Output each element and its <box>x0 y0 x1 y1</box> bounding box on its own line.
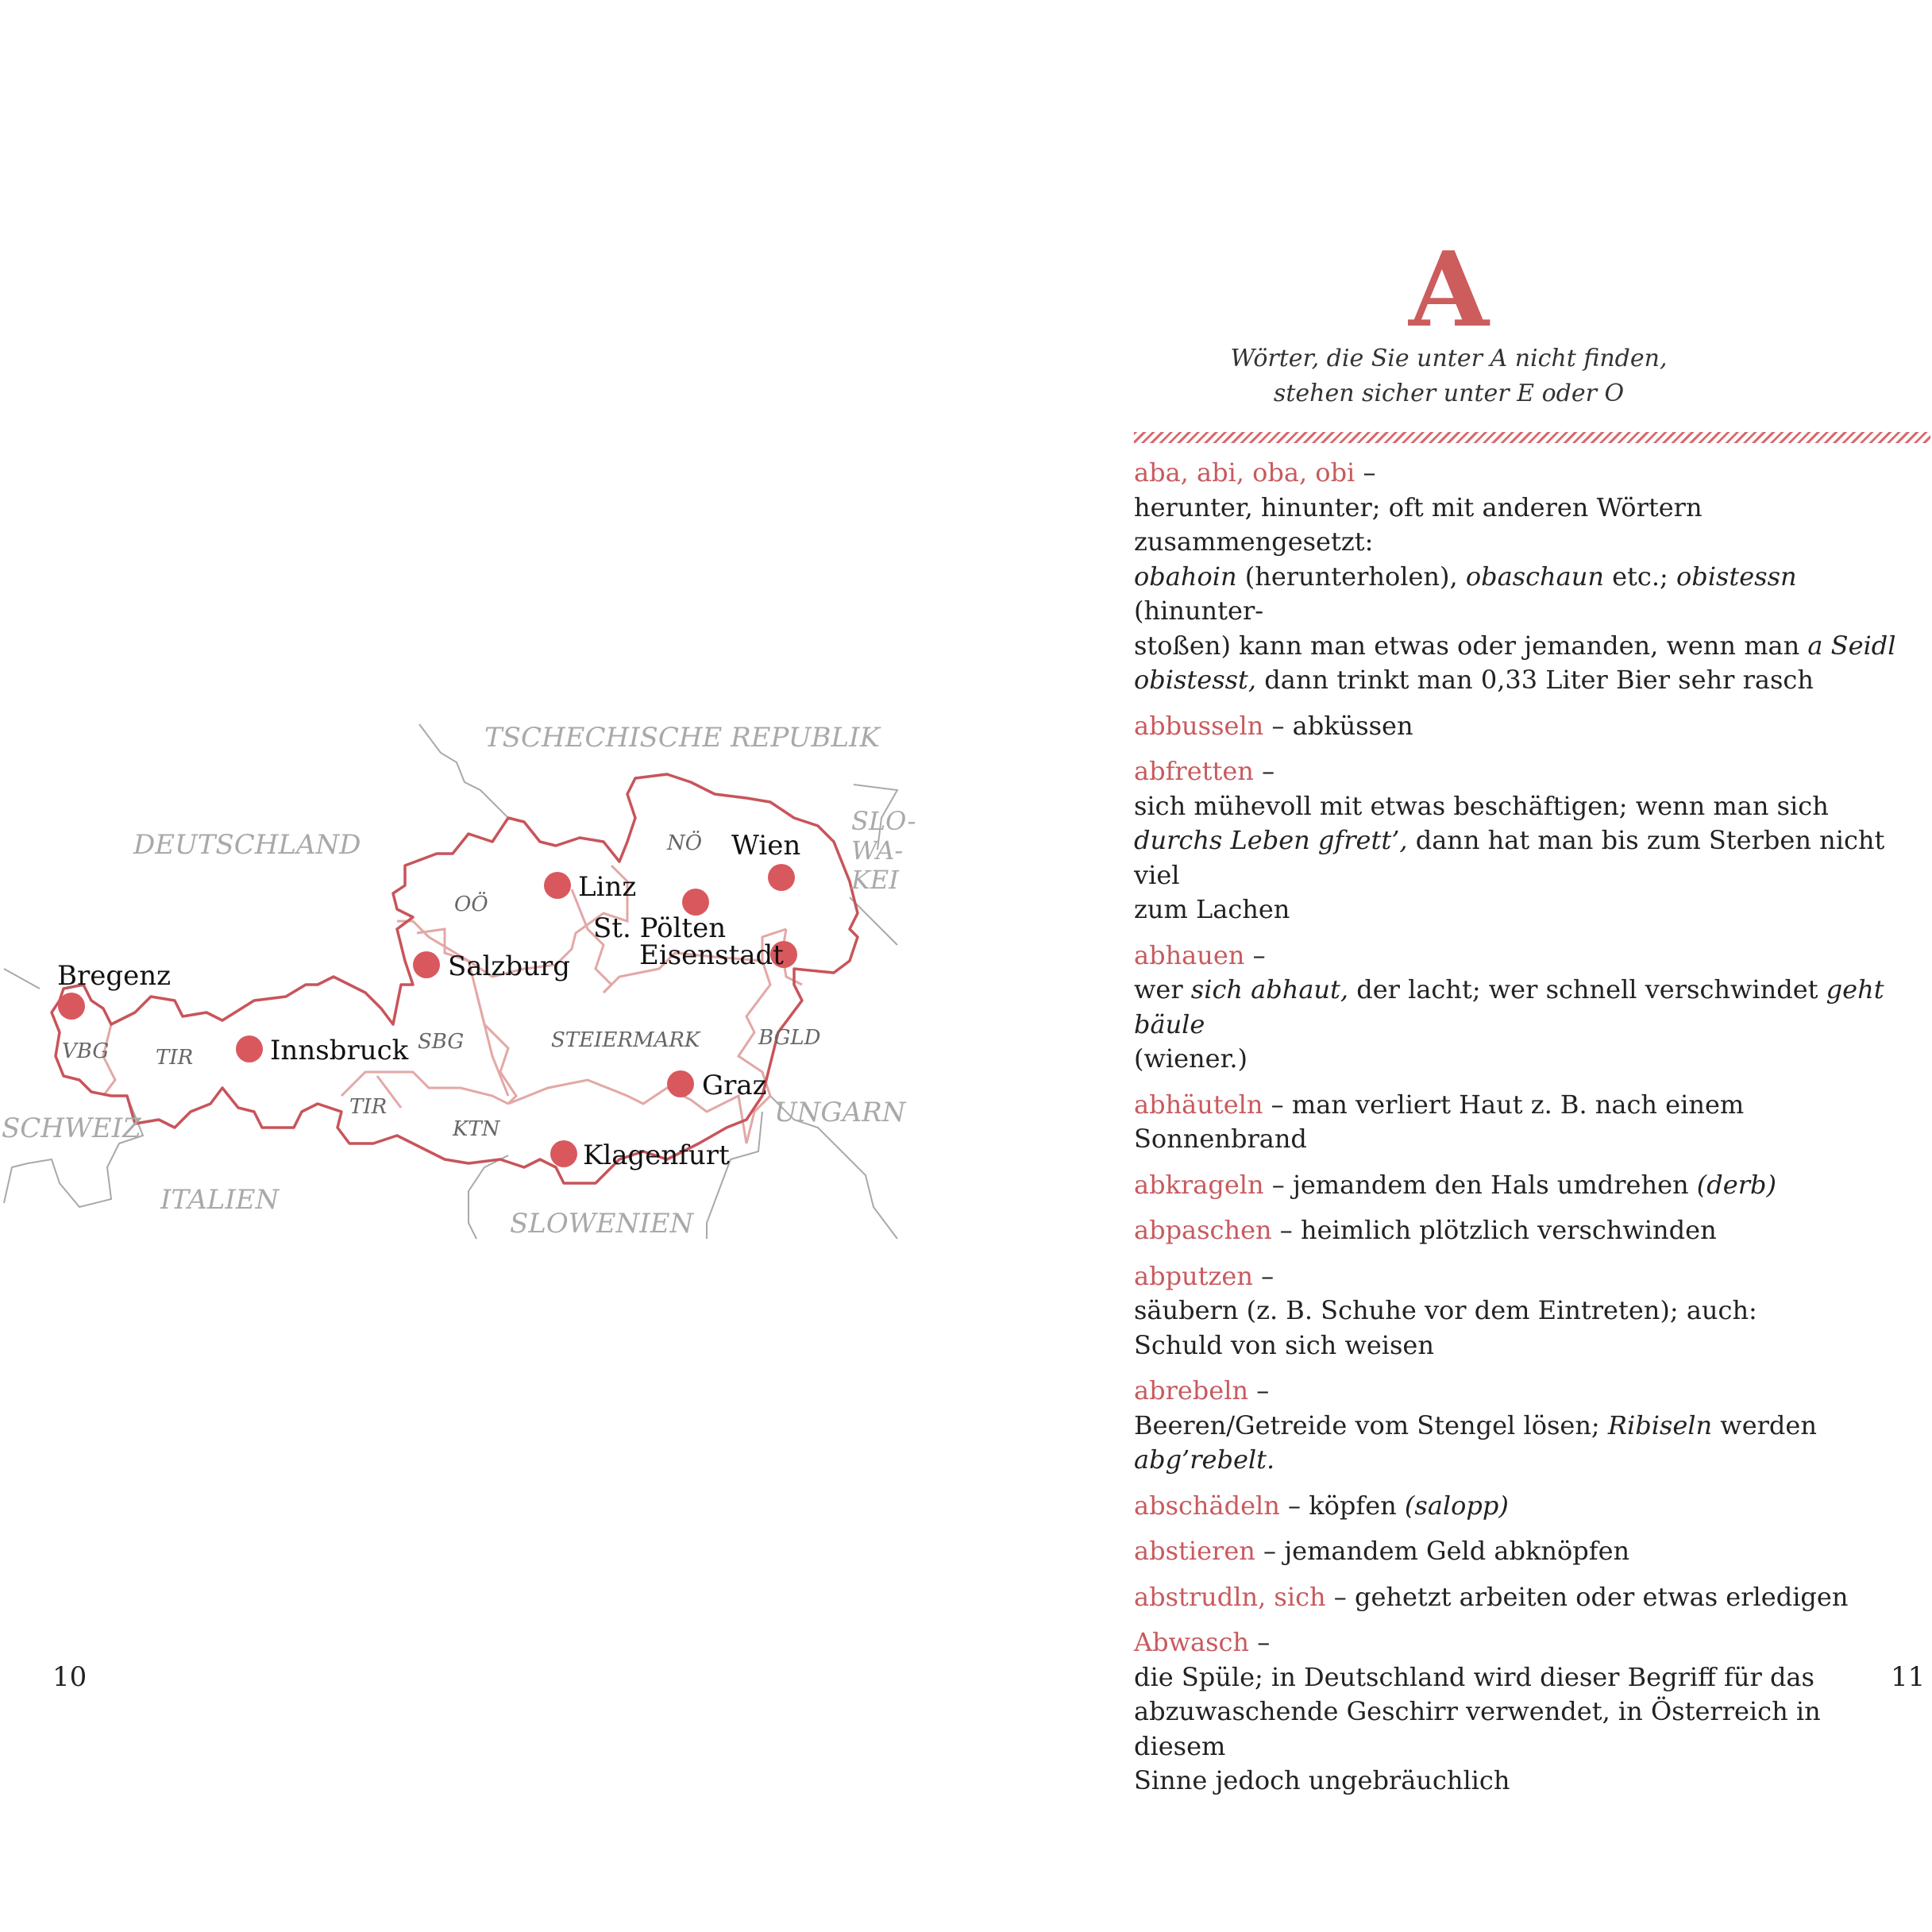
city-label-st-poelten: St. Pölten <box>593 912 727 944</box>
region-label-noe: NÖ <box>667 831 703 855</box>
page-number-left: 10 <box>52 1661 87 1693</box>
entry-def-line: abzuwaschende Geschirr verwendet, in Österreich in diesem <box>1134 1696 1821 1761</box>
entry-dash: – <box>1248 1375 1270 1406</box>
city-label-linz: Linz <box>578 871 637 903</box>
entry-def-line: säubern (z. B. Schuhe vor dem Eintreten); auch: <box>1134 1295 1757 1325</box>
hatched-divider <box>1134 432 1930 443</box>
entry-term: abschädeln <box>1134 1490 1280 1521</box>
def-text: (hinunter- <box>1134 596 1264 626</box>
country-label-switzerland: SCHWEIZ <box>2 1113 141 1144</box>
def-text: – jemandem den Hals umdrehen <box>1263 1169 1697 1200</box>
subtitle-line-1: Wörter, die Sie unter A nicht finden, <box>1230 345 1668 372</box>
region-label-ooe: OÖ <box>454 893 488 916</box>
page-number-right: 11 <box>1891 1661 1926 1693</box>
city-dot-bregenz <box>58 993 85 1020</box>
section-subtitle <box>966 341 1932 411</box>
def-text: Beeren/Getreide vom Stengel lösen; <box>1134 1409 1608 1440</box>
entry-term: abhauen <box>1134 939 1245 970</box>
city-dot-linz <box>544 872 571 899</box>
italic-word: obahoin <box>1134 561 1237 592</box>
city-dot-salzburg <box>413 951 440 978</box>
entry-dash: – <box>1252 1260 1275 1291</box>
entry-term: abstrudln, sich <box>1134 1581 1326 1612</box>
entry-dash: – <box>1355 457 1376 488</box>
def-text: – köpfen <box>1279 1490 1405 1521</box>
country-label-slovakia-3: KEI <box>851 865 899 895</box>
region-label-tir-east: TIR <box>349 1095 388 1119</box>
def-text: stoßen) kann man etwas oder jemanden, wenn man <box>1134 630 1808 661</box>
section-letter: A <box>1409 229 1489 350</box>
country-label-germany: DEUTSCHLAND <box>133 829 361 861</box>
entry-def-line: herunter, hinunter; oft mit anderen Wörtern zusammengesetzt: <box>1134 492 1703 557</box>
entry-term: Abwasch <box>1134 1627 1250 1657</box>
city-label-innsbruck: Innsbruck <box>270 1035 409 1066</box>
city-dot-klagenfurt <box>550 1140 577 1167</box>
entry-def-line: (wiener.) <box>1134 1043 1248 1074</box>
italic-word: abg’rebelt. <box>1134 1444 1275 1475</box>
entry-abhauen <box>1134 939 1920 1077</box>
region-label-ktn: KTN <box>453 1117 500 1141</box>
def-text: etc.; <box>1603 561 1676 592</box>
entry-term: abfretten <box>1134 756 1254 786</box>
def-text: dann trinkt man 0,33 Liter Bier sehr rasch <box>1256 665 1814 695</box>
entry-def-line: die Spüle; in Deutschland wird dieser Begriff für das <box>1134 1661 1814 1692</box>
italic-word: durchs Leben gfrett’, <box>1134 825 1408 855</box>
city-label-eisenstadt: Eisenstadt <box>639 939 784 971</box>
city-dot-innsbruck <box>236 1035 263 1062</box>
city-dot-wien <box>768 864 795 891</box>
entry-def-line: zum Lachen <box>1134 894 1290 924</box>
def-text: – abküssen <box>1263 710 1413 741</box>
entry-dash: – <box>1253 756 1275 786</box>
city-label-salzburg: Salzburg <box>448 951 571 982</box>
entry-abbusseln <box>1134 709 1920 744</box>
entry-term: abkrageln <box>1134 1169 1264 1200</box>
def-text: der lacht; wer schnell verschwindet <box>1348 974 1826 1005</box>
country-label-czech: TSCHECHISCHE REPUBLIK <box>484 722 880 754</box>
entry-term: abbusseln <box>1134 710 1264 741</box>
entry-term: abstieren <box>1134 1536 1255 1566</box>
italic-word: sich abhaut, <box>1190 974 1349 1005</box>
city-dot-graz <box>667 1070 694 1097</box>
entry-def-line <box>1134 560 1920 629</box>
entry-def-line <box>1134 1409 1920 1478</box>
entry-abrebeln <box>1134 1374 1920 1478</box>
italic-word: (salopp) <box>1404 1490 1509 1521</box>
entry-abpaschen <box>1134 1213 1920 1248</box>
country-label-hungary: UNGARN <box>774 1097 906 1128</box>
def-text: wer <box>1134 974 1191 1005</box>
italic-word: obistessn <box>1676 561 1797 592</box>
entry-term: aba, abi, oba, obi <box>1134 457 1355 488</box>
italic-word: a Seidl <box>1807 630 1896 661</box>
italic-word: obaschaun <box>1465 561 1604 592</box>
def-text: – gehetzt arbeiten oder etwas erledigen <box>1325 1581 1849 1612</box>
def-text: dann hat man bis zum Sterben nicht viel <box>1134 825 1885 890</box>
region-label-sbg: SBG <box>418 1030 465 1054</box>
def-text: – heimlich plötzlich verschwinden <box>1271 1215 1717 1245</box>
entry-def-line <box>1134 823 1920 893</box>
country-label-slovakia-1: SLO- <box>851 806 916 836</box>
entry-abfretten <box>1134 754 1920 927</box>
entry-def-line <box>1134 663 1920 698</box>
italic-word: obistesst, <box>1134 665 1257 695</box>
entry-dash: – <box>1249 1627 1271 1657</box>
country-label-italy: ITALIEN <box>160 1184 280 1216</box>
country-label-slovakia-2: WA- <box>851 835 904 866</box>
italic-word: (derb) <box>1696 1169 1776 1200</box>
city-label-bregenz: Bregenz <box>57 960 172 992</box>
entry-abstieren <box>1134 1534 1920 1569</box>
entry-abkrageln <box>1134 1168 1920 1203</box>
region-label-bgld: BGLD <box>758 1026 821 1050</box>
city-label-graz: Graz <box>702 1070 767 1101</box>
entry-term: abputzen <box>1134 1260 1253 1291</box>
entry-def-line <box>1134 629 1920 664</box>
entry-abwasch <box>1134 1625 1920 1799</box>
region-label-steiermark: STEIERMARK <box>551 1028 700 1052</box>
entry-dash: – <box>1244 939 1266 970</box>
entry-term: abpaschen <box>1134 1215 1272 1245</box>
entry-term: abrebeln <box>1134 1375 1249 1406</box>
def-text: – jemandem Geld abknöpfen <box>1255 1536 1630 1566</box>
entry-term: abhäuteln <box>1134 1089 1263 1120</box>
italic-word: Ribiseln <box>1607 1409 1713 1440</box>
entry-aba <box>1134 456 1920 698</box>
entry-def-line: Sinne jedoch ungebräuchlich <box>1134 1765 1510 1795</box>
region-label-tir: TIR <box>156 1046 194 1070</box>
entry-abputzen <box>1134 1259 1920 1363</box>
austria-map <box>0 699 937 1271</box>
italic-word: geht bäule <box>1134 974 1884 1039</box>
def-text: werden <box>1712 1409 1817 1440</box>
entry-def-line: Schuld von sich weisen <box>1134 1329 1434 1360</box>
glossary-entries <box>1134 456 1920 1810</box>
def-text: (herunterholen), <box>1236 561 1466 592</box>
entry-abschaedeln <box>1134 1489 1920 1524</box>
city-dot-st-poelten <box>682 889 709 916</box>
subtitle-line-2: stehen sicher unter E oder O <box>1273 380 1625 407</box>
country-label-slovenia: SLOWENIEN <box>510 1208 694 1240</box>
entry-abstrudln <box>1134 1580 1920 1615</box>
city-dots <box>58 864 797 1167</box>
region-label-vbg: VBG <box>62 1039 110 1063</box>
entry-def-line <box>1134 973 1920 1042</box>
entry-abhaeuteln <box>1134 1088 1920 1157</box>
city-label-wien: Wien <box>731 830 801 862</box>
city-label-klagenfurt: Klagenfurt <box>583 1140 730 1171</box>
def-text: – man verliert Haut z. B. nach einem Sonnenbrand <box>1134 1089 1745 1154</box>
entry-def-line: sich mühevoll mit etwas beschäftigen; wenn man sich <box>1134 790 1829 821</box>
